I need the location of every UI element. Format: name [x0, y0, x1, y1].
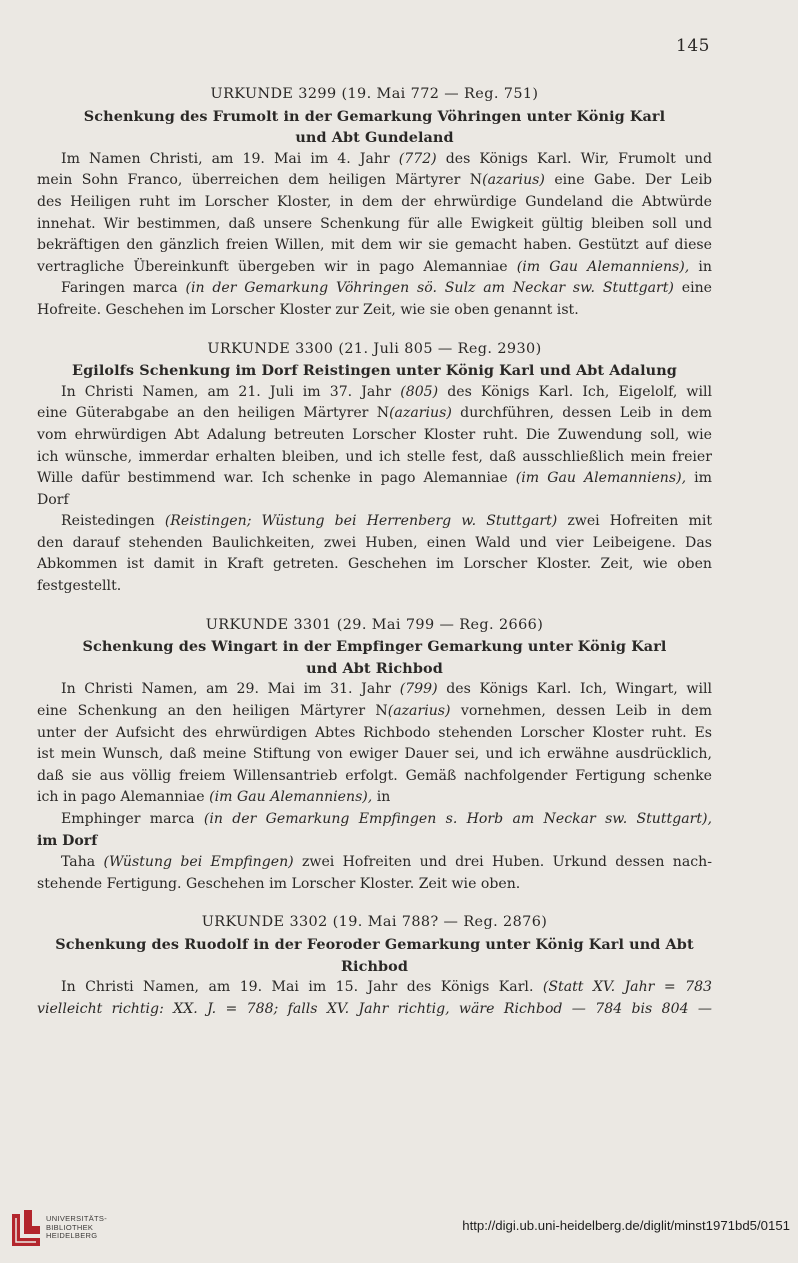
- charter-title-line: und Abt Gundeland: [295, 129, 454, 147]
- text-line: ich wünsche, immerdar erhalten bleiben, und ich stelle fest, daß ausschließlich mein freier: [37, 448, 712, 465]
- charter-3299: [37, 84, 712, 322]
- text-line: Im Namen Christi, am 19. Mai im 4. Jahr (772) des Königs Karl. Wir, Frumolt und: [61, 150, 713, 167]
- text-line: In Christi Namen, am 29. Mai im 31. Jahr (799) des Königs Karl. Ich, Wingart, will: [61, 681, 712, 698]
- text-line: vielleicht richtig: XX. J. = 788; falls XV. Jahr richtig, wäre Richbod — 784 bis 804 —: [37, 1000, 712, 1017]
- text-line: In Christi Namen, am 21. Juli im 37. Jahr (805) des Königs Karl. Ich, Eigelolf, will: [61, 383, 713, 400]
- charter-heading: URKUNDE 3299 (19. Mai 772 — Reg. 751): [210, 86, 539, 102]
- paragraph: [37, 511, 712, 597]
- charter-title: [37, 636, 712, 679]
- charter-heading: URKUNDE 3300 (21. Juli 805 — Reg. 2930): [207, 340, 542, 357]
- text-line: des Heiligen ruht im Lorscher Kloster, in dem der ehrwürdige Gundeland die Abtwürde: [37, 193, 712, 210]
- charter-title: [37, 360, 712, 382]
- text-line: vom ehrwürdigen Abt Adalung betreuten Lorscher Kloster ruht. Die Zuwendung soll, wie: [37, 426, 712, 443]
- text-line: mein Sohn Franco, überreichen dem heiligen Märtyrer N(azarius) eine Gabe. Der Leib: [37, 172, 713, 189]
- charter-3300: [37, 339, 712, 598]
- charter-3301: [37, 615, 712, 896]
- text-line: vertragliche Übereinkunft übergeben wir in pago Alemanniae (im Gau Alemanniens), in: [37, 258, 712, 275]
- charter-heading: URKUNDE 3302 (19. Mai 788? — Reg. 2876): [201, 914, 548, 931]
- charter-title-line: Schenkung des Ruodolf in der Feoroder Gemarkung unter König Karl und Abt Richbod: [55, 935, 694, 975]
- charter-title: [37, 934, 712, 977]
- charter-title: [37, 106, 712, 149]
- text-line: ist mein Wunsch, daß meine Stiftung von ewiger Dauer sei, und ich erwähne ausdrücklich,: [37, 746, 712, 763]
- text-line: eine Schenkung an den heiligen Märtyrer N(azarius) vornehmen, dessen Leib in dem: [37, 703, 712, 720]
- text-line: Wille dafür bestimmend war. Ich schenke in pago Alemanniae (im Gau Alemanniens), im: [37, 470, 713, 487]
- charter-title-line: Schenkung des Frumolt in der Gemarkung Vöhringen unter König Karl: [83, 107, 666, 125]
- page-number: 145: [676, 36, 710, 56]
- text-line: Hofreite. Geschehen im Lorscher Kloster zur Zeit, wie sie oben genannt ist.: [37, 301, 579, 318]
- ub-heidelberg-logo-icon: [10, 1208, 42, 1248]
- text-line: daß sie aus völlig freiem Willensantrieb erfolgt. Gemäß nachfolgender Fertigung schenke: [37, 767, 712, 784]
- charter-3302: [37, 912, 712, 1020]
- paragraph: [37, 278, 712, 321]
- paragraph: [37, 149, 712, 279]
- text-line: Taha (Wüstung bei Empfingen) zwei Hofreiten und drei Huben. Urkund dessen nach-: [61, 854, 712, 871]
- text-line: Reistedingen (Reistingen; Wüstung bei Herrenberg w. Stuttgart) zwei Hofreiten mit: [61, 513, 712, 530]
- charter-title-line: und Abt Richbod: [306, 659, 443, 677]
- text-line: Abkommen ist damit in Kraft getreten. Geschehen im Lorscher Kloster. Zeit, wie oben: [37, 556, 712, 573]
- footer: [0, 1206, 798, 1263]
- library-name: UNIVERSITÄTS- BIBLIOTHEK HEIDELBERG: [46, 1214, 107, 1241]
- text-line: stehende Fertigung. Geschehen im Lorscher Kloster. Zeit wie oben.: [37, 875, 521, 892]
- charter-heading: URKUNDE 3301 (29. Mai 799 — Reg. 2666): [205, 616, 544, 633]
- text-line: Faringen marca (in der Gemarkung Vöhringen sö. Sulz am Neckar sw. Stuttgart) eine: [61, 280, 713, 297]
- paragraph: [37, 679, 712, 809]
- paragraph: [37, 382, 712, 512]
- text-line: eine Güterabgabe an den heiligen Märtyrer N(azarius) durchführen, dessen Leib in dem: [37, 405, 713, 422]
- text-line: bekräftigen den gänzlich freien Willen, mit dem wir sie gemacht haben. Gestützt auf diese: [37, 237, 712, 254]
- text-line: unter der Aufsicht des ehrwürdigen Abtes Richbodo stehenden Lorscher Kloster ruht. Es: [37, 724, 712, 741]
- source-url[interactable]: http://digi.ub.uni-heidelberg.de/diglit/minst1971bd5/0151: [462, 1218, 790, 1233]
- page-content: [37, 84, 712, 1020]
- text-line: im Dorf: [37, 832, 98, 849]
- paragraph: [37, 809, 712, 852]
- text-line: Emphinger marca (in der Gemarkung Empfingen s. Horb am Neckar sw. Stuttgart),: [61, 811, 712, 827]
- paragraph: [37, 977, 712, 1020]
- charter-title-line: Schenkung des Wingart in der Empfinger Gemarkung unter König Karl: [82, 638, 667, 656]
- text-line: In Christi Namen, am 19. Mai im 15. Jahr des Königs Karl. (Statt XV. Jahr = 783: [61, 979, 712, 996]
- text-line: Dorf: [37, 491, 69, 508]
- text-line: ich in pago Alemanniae (im Gau Alemanniens), in: [37, 789, 391, 806]
- text-line: festgestellt.: [37, 578, 122, 595]
- text-line: innehat. Wir bestimmen, daß unsere Schenkung für alle Ewigkeit gültig bleiben soll und: [37, 215, 712, 232]
- text-line: den darauf stehenden Baulichkeiten, zwei Huben, einen Wald und vier Leibeigene. Das: [37, 534, 712, 551]
- paragraph: [37, 852, 712, 895]
- charter-title-line: Egilolfs Schenkung im Dorf Reistingen unter König Karl und Abt Adalung: [72, 362, 677, 380]
